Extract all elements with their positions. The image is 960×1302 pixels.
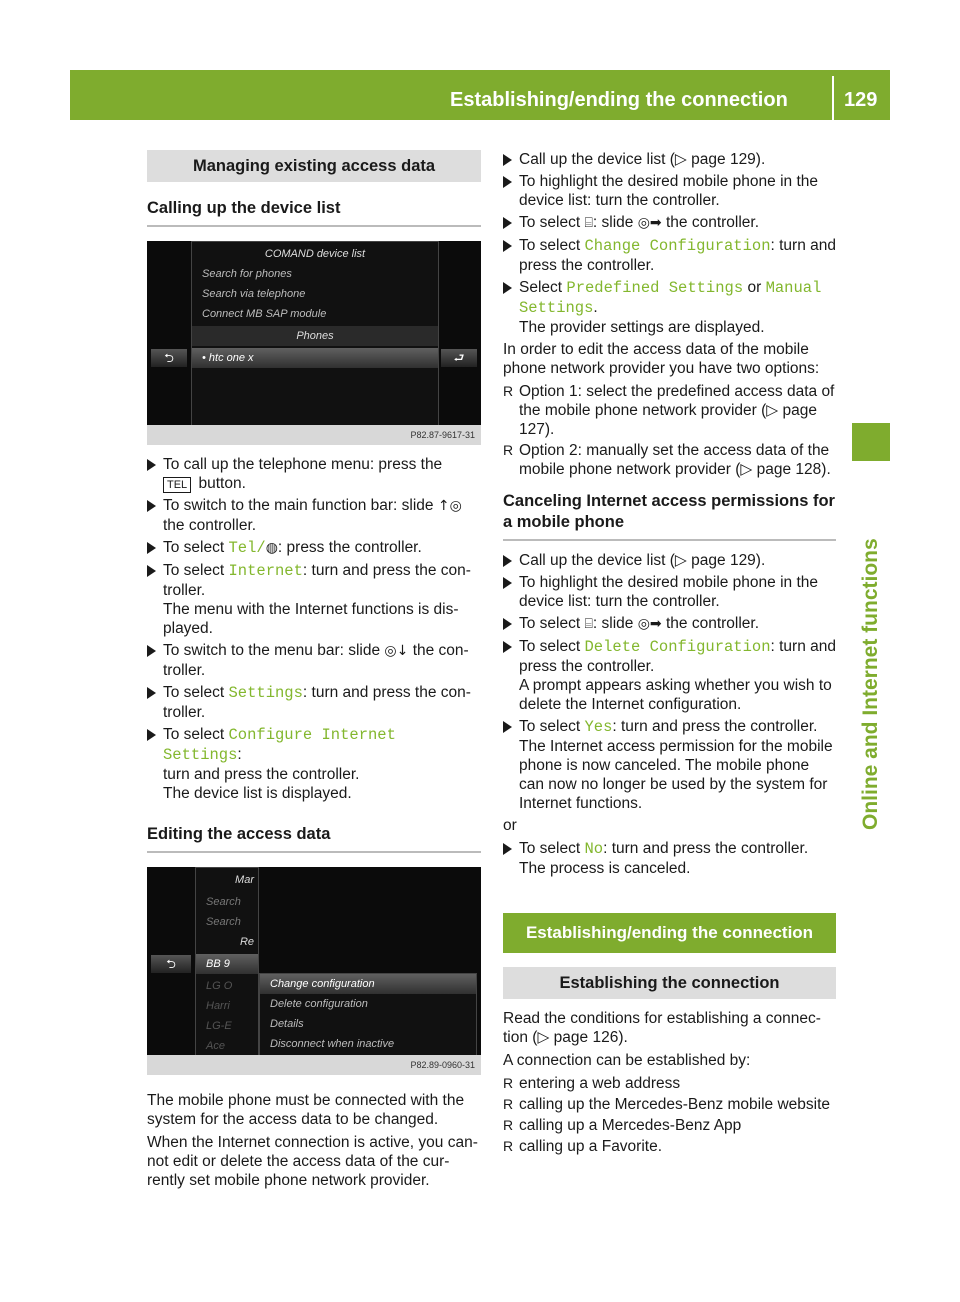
list-item: Mar xyxy=(235,874,254,886)
list-item: R Option 2: manually set the access data of the mobile phone network provider (▷ page 128). xyxy=(503,442,831,478)
step: Select Predefined Settings or Manual Settings. The provider settings are displayed. xyxy=(503,278,836,337)
list-item: R calling up the Mercedes-Benz mobile website xyxy=(503,1096,831,1113)
left-column xyxy=(147,150,481,1194)
step: To select No: turn and press the controller. The process is canceled. xyxy=(503,839,836,878)
step: To select Change Configuration: turn and press the controller. xyxy=(503,236,836,275)
arrow-icon xyxy=(503,577,512,589)
steps-device-list xyxy=(147,455,481,803)
list-item: BB 9 xyxy=(196,954,258,974)
phone-options-icon: ⌸ xyxy=(584,616,593,632)
forward-icon: ⮐ xyxy=(441,349,477,367)
arrow-icon xyxy=(503,176,512,188)
step: To select Settings: turn and press the con-troller. xyxy=(147,683,481,722)
header-divider xyxy=(832,76,834,120)
figure-caption: P82.89-0960-31 xyxy=(147,1055,481,1075)
arrow-icon xyxy=(503,240,512,252)
slide-right-icon: ◎➡ xyxy=(637,215,662,231)
step: To switch to the main function bar: slide ↑◎ the controller. xyxy=(147,496,481,535)
menu-item-details: Details xyxy=(270,1018,304,1030)
menu-item-search-phones: Search for phones xyxy=(202,268,292,280)
menu-item-delete-config: Delete configuration xyxy=(270,998,368,1010)
list-item: R Option 1: select the predefined access data of the mobile phone network provider (▷ page 127). xyxy=(503,383,835,438)
list-item: R calling up a Favorite. xyxy=(503,1138,663,1155)
arrow-icon xyxy=(503,555,512,567)
step: To select Configure Internet Settings: turn and press the controller. The device list is displayed. xyxy=(147,725,481,803)
arrow-icon xyxy=(147,459,156,471)
slide-up-icon: ↑◎ xyxy=(437,498,462,514)
subheading-canceling: Canceling Internet access permissions for a mobile phone xyxy=(503,491,836,541)
step: To select Tel/◍: press the controller. xyxy=(147,538,481,558)
step: To highlight the desired mobile phone in the device list: turn the controller. xyxy=(503,172,836,210)
page-number: 129 xyxy=(844,89,878,111)
chapter-marker xyxy=(852,423,890,461)
arrow-icon xyxy=(503,641,512,653)
device-list-menu xyxy=(191,241,439,427)
or-text: or xyxy=(503,817,517,834)
step: Call up the device list (▷ page 129). xyxy=(503,150,836,169)
list-item: R entering a web address xyxy=(503,1075,681,1092)
list-item: Search xyxy=(206,916,241,928)
menu-item-search-telephone: Search via telephone xyxy=(202,288,306,300)
globe-icon: ◍ xyxy=(265,540,278,556)
arrow-icon xyxy=(147,542,156,554)
arrow-icon xyxy=(503,843,512,855)
slide-right-icon: ◎➡ xyxy=(637,616,662,632)
context-menu xyxy=(259,973,477,1057)
arrow-icon xyxy=(503,721,512,733)
arrow-icon xyxy=(147,500,156,512)
list-item: LG O xyxy=(206,980,233,992)
back-icon: ⮌ xyxy=(151,955,191,973)
arrow-icon xyxy=(147,729,156,741)
step: Call up the device list (▷ page 129). xyxy=(503,551,836,570)
device-list-title: COMAND device list xyxy=(264,248,366,260)
list-item: Harri xyxy=(206,1000,230,1012)
step: To select ⌸: slide ◎➡ the controller. xyxy=(503,614,836,634)
menu-item-device: • htc one x xyxy=(192,348,438,368)
step: To call up the telephone menu: press the TEL button. xyxy=(147,455,481,493)
screenshot-device-list xyxy=(147,241,481,445)
list-item: Search xyxy=(206,896,241,908)
phone-list-panel xyxy=(195,867,259,1057)
subheading-editing: Editing the access data xyxy=(147,824,481,853)
subheading-device-list: Calling up the device list xyxy=(147,198,481,227)
menu-section-phones: Phones xyxy=(192,326,438,346)
paragraph: The mobile phone must be connected with the system for the access data to be changed. xyxy=(147,1092,465,1128)
menu-item-connect-sap: Connect MB SAP module xyxy=(202,308,327,320)
step: To select Delete Configuration: turn and press the controller. A prompt appears asking whether you wish to delete the Internet configuration. xyxy=(503,637,836,714)
right-column xyxy=(503,150,836,1158)
step: To select ⌸: slide ◎➡ the controller. xyxy=(503,213,836,233)
step: To highlight the desired mobile phone in the device list: turn the controller. xyxy=(503,573,836,611)
step: To select Yes: turn and press the controller. The Internet access permission for the mobile phone is now canceled. The mobile phone can now no longer be used by the system for Internet functions. xyxy=(503,717,836,813)
running-header-title: Establishing/ending the connection xyxy=(450,89,788,111)
step: To select Internet: turn and press the con-troller. The menu with the Internet functions is dis-played. xyxy=(147,561,481,638)
subsection-heading-connection: Establishing the connection xyxy=(503,967,836,999)
arrow-icon xyxy=(147,565,156,577)
arrow-icon xyxy=(503,217,512,229)
chapter-side-label: Online and Internet functions xyxy=(859,538,882,830)
menu-item-disconnect: Disconnect when inactive xyxy=(270,1038,395,1050)
list-item: Re xyxy=(239,936,254,948)
list-item: Ace xyxy=(206,1040,225,1052)
back-icon: ⮌ xyxy=(151,349,187,367)
arrow-icon xyxy=(147,645,156,657)
paragraph: When the Internet connection is active, you can-not edit or delete the access data of the cur-rently set mobile phone network provider. xyxy=(147,1134,478,1189)
list-item: LG-E xyxy=(206,1020,232,1032)
section-heading-establishing: Establishing/ending the connection xyxy=(503,913,836,953)
arrow-icon xyxy=(503,154,512,166)
arrow-icon xyxy=(147,687,156,699)
screenshot-edit-access xyxy=(147,867,481,1075)
list-item: R calling up a Mercedes-Benz App xyxy=(503,1117,742,1134)
arrow-icon xyxy=(503,618,512,630)
section-heading-managing: Managing existing access data xyxy=(147,150,481,182)
paragraph: Read the conditions for establishing a connec-tion (▷ page 126). xyxy=(503,1010,821,1046)
tel-key-icon: TEL xyxy=(163,477,191,493)
paragraph: In order to edit the access data of the mobile phone network provider you have two options: xyxy=(503,341,820,377)
arrow-icon xyxy=(503,282,512,294)
step: To switch to the menu bar: slide ◎↓ the con-troller. xyxy=(147,641,481,680)
phone-options-icon: ⌸ xyxy=(584,215,593,231)
menu-item-change-config: Change configuration xyxy=(260,974,476,994)
figure-caption: P82.87-9617-31 xyxy=(147,425,481,445)
slide-down-icon: ◎↓ xyxy=(384,643,409,659)
paragraph: A connection can be established by: xyxy=(503,1052,751,1069)
